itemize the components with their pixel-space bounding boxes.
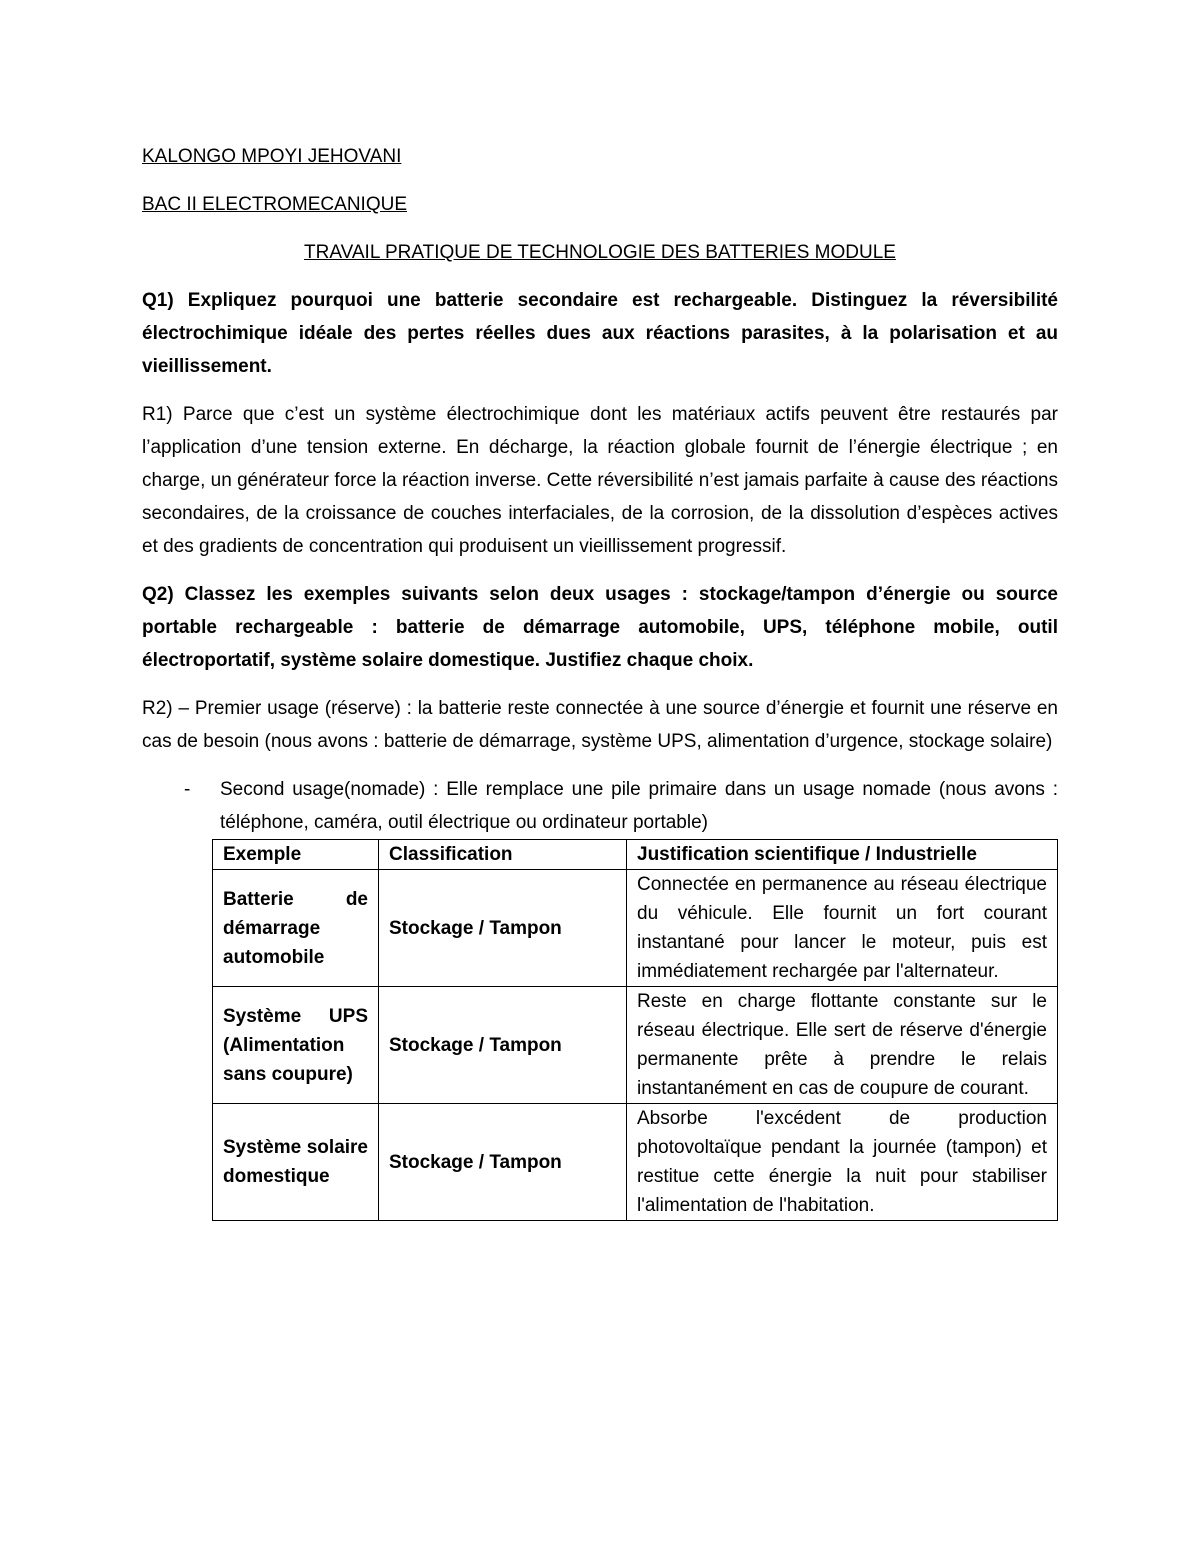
classification-table — [212, 839, 1058, 1221]
header-example: Exemple — [213, 840, 379, 870]
cell-classification: Stockage / Tampon — [379, 1104, 627, 1221]
cell-justification: Reste en charge flottante constante sur le réseau électrique. Elle sert de réserve d'énergie permanente prête à prendre le relais instantanément en cas de coupure de courant. — [627, 987, 1058, 1104]
bullet-item — [184, 773, 1058, 839]
answer-1: R1) Parce que c’est un système électrochimique dont les matériaux actifs peuvent être restaurés par l’application d’une tension externe. En décharge, la réaction globale fournit de l’énergie électrique ; en charge, un générateur force la réaction inverse. Cette réversibilité n’est jamais parfaite à cause des réactions secondaires, de la croissance de couches interfaciales, de la corrosion, de la dissolution d’espèces actives et des gradients de concentration qui produisent un vieillissement progressif. — [142, 404, 1058, 557]
cell-justification: Connectée en permanence au réseau électrique du véhicule. Elle fournit un fort courant instantané pour lancer le moteur, puis est immédiatement rechargée par l'alternateur. — [627, 870, 1058, 987]
header-classification: Classification — [379, 840, 627, 870]
author-name: KALONGO MPOYI JEHOVANI — [142, 146, 402, 167]
cell-example: Système UPS (Alimentation sans coupure) — [213, 987, 379, 1104]
cell-justification: Absorbe l'excédent de production photovoltaïque pendant la journée (tampon) et restitue cette énergie la nuit pour stabiliser l'alimentation de l'habitation. — [627, 1104, 1058, 1221]
table-row — [213, 987, 1058, 1104]
table-row — [213, 870, 1058, 987]
table-row — [213, 1104, 1058, 1221]
table-header-row — [213, 840, 1058, 870]
cell-classification: Stockage / Tampon — [379, 987, 627, 1104]
cell-example: Batterie de démarrage automobile — [213, 870, 379, 987]
bullet-text: Second usage(nomade) : Elle remplace une pile primaire dans un usage nomade (nous avons : téléphone, caméra, outil électrique ou ordinateur portable) — [220, 779, 1058, 833]
answer-2: R2) – Premier usage (réserve) : la batterie reste connectée à une source d’énergie et fournit une réserve en cas de besoin (nous avons : batterie de démarrage, système UPS, alimentation d’urgence, stockage solaire) — [142, 698, 1058, 752]
cell-classification: Stockage / Tampon — [379, 870, 627, 987]
document-title: TRAVAIL PRATIQUE DE TECHNOLOGIE DES BATTERIES MODULE — [304, 242, 896, 263]
question-1: Q1) Expliquez pourquoi une batterie secondaire est rechargeable. Distinguez la réversibilité électrochimique idéale des pertes réelles dues aux réactions parasites, à la polarisation et au vieillissement. — [142, 290, 1058, 377]
header-justification: Justification scientifique / Industrielle — [627, 840, 1058, 870]
document-body — [142, 140, 1058, 1221]
cell-example: Système solaire domestique — [213, 1104, 379, 1221]
question-2: Q2) Classez les exemples suivants selon deux usages : stockage/tampon d’énergie ou source portable rechargeable : batterie de démarrage automobile, UPS, téléphone mobile, outil électroportatif, système solaire domestique. Justifiez chaque choix. — [142, 584, 1058, 671]
class-name: BAC II ELECTROMECANIQUE — [142, 194, 407, 215]
bullet-dash: - — [184, 779, 191, 800]
